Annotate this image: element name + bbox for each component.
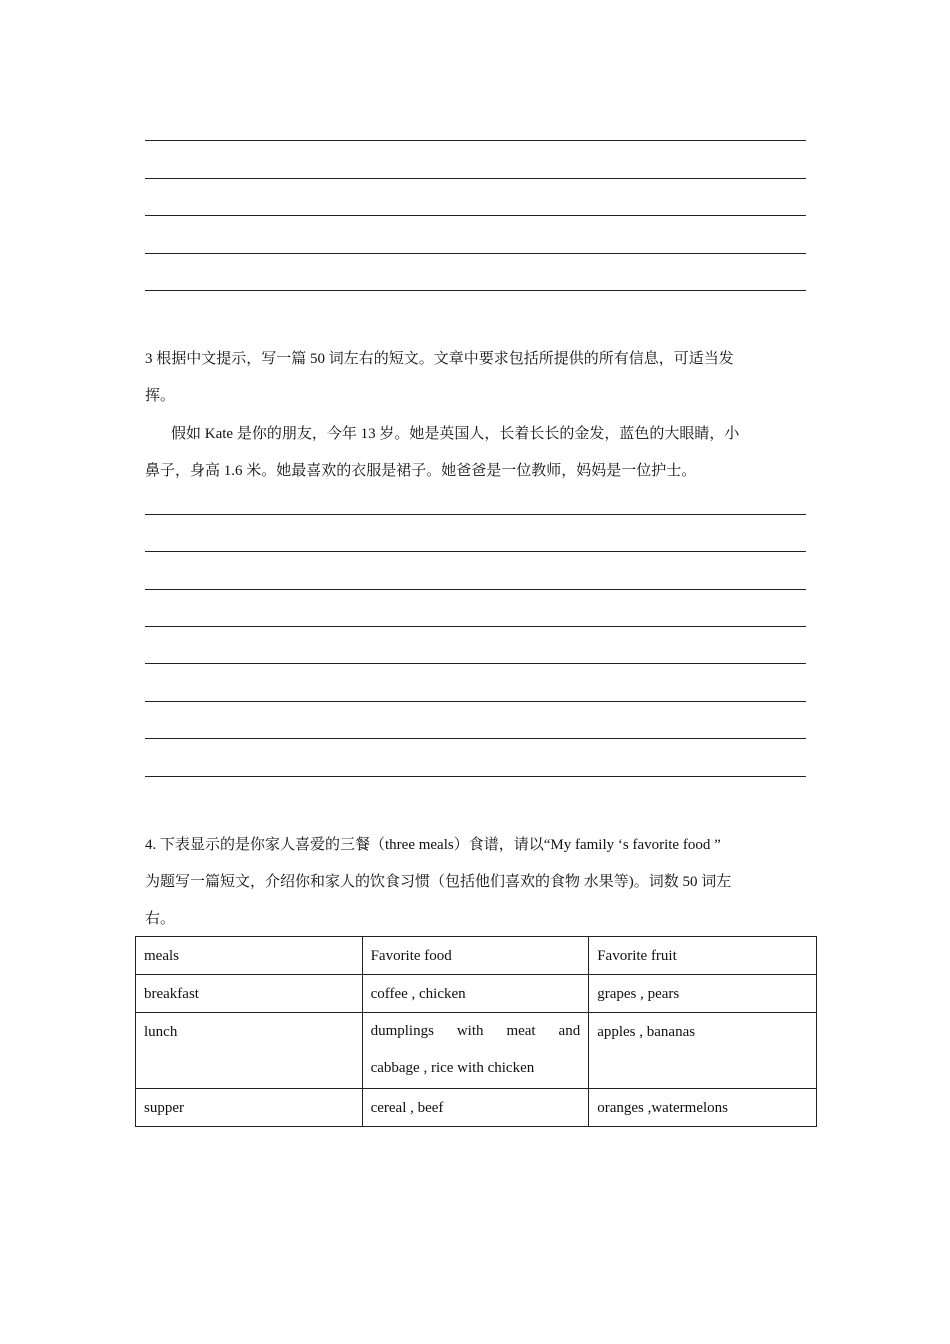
question-4-instruction: 4. 下表显示的是你家人喜爱的三餐（three meals）食谱，请以“My family ‘s favorite food ” <box>145 837 721 853</box>
table-row <box>136 1013 817 1089</box>
question-4-instruction-end: 右。 <box>145 911 176 927</box>
table-cell-fruit: grapes , pears <box>589 975 817 1013</box>
table-cell-meal: lunch <box>136 1013 363 1089</box>
answer-line[interactable] <box>145 514 806 515</box>
answer-line[interactable] <box>145 253 806 254</box>
answer-line[interactable] <box>145 551 806 552</box>
table-cell-meal: supper <box>136 1089 363 1127</box>
answer-line[interactable] <box>145 290 806 291</box>
question-4-instruction-cont: 为题写一篇短文，介绍你和家人的饮食习惯（包括他们喜欢的食物 水果等)。词数 50 词左 <box>145 874 732 890</box>
answer-line[interactable] <box>145 589 806 590</box>
answer-line[interactable] <box>145 626 806 627</box>
table-header-cell: Favorite food <box>362 937 589 975</box>
answer-line[interactable] <box>145 776 806 777</box>
table-cell-food <box>362 1013 589 1089</box>
question-3-prompt-cont: 鼻子，身高 1.6 米。她最喜欢的衣服是裙子。她爸爸是一位教师，妈妈是一位护士。 <box>145 463 697 479</box>
answer-line[interactable] <box>145 663 806 664</box>
table-row <box>136 975 817 1013</box>
answer-line[interactable] <box>145 178 806 179</box>
meals-table <box>135 936 817 1127</box>
table-cell-meal: breakfast <box>136 975 363 1013</box>
question-3-prompt: 假如 Kate 是你的朋友，今年 13 岁。她是英国人，长着长长的金发，蓝色的大眼睛，小 <box>171 426 740 442</box>
table-cell-fruit: oranges ,watermelons <box>589 1089 817 1127</box>
question-3-instruction-cont: 挥。 <box>145 388 176 404</box>
answer-line[interactable] <box>145 140 806 141</box>
answer-line[interactable] <box>145 701 806 702</box>
answer-line[interactable] <box>145 738 806 739</box>
table-header-cell: Favorite fruit <box>589 937 817 975</box>
table-row <box>136 1089 817 1127</box>
table-cell-food: cereal , beef <box>362 1089 589 1127</box>
table-cell-fruit: apples , bananas <box>589 1013 817 1089</box>
table-cell-food-line: cabbage , rice with chicken <box>370 1060 535 1076</box>
question-3-instruction: 3 根据中文提示，写一篇 50 词左右的短文。文章中要求包括所提供的所有信息，可适当发 <box>145 351 734 367</box>
table-cell-food: coffee , chicken <box>362 975 589 1013</box>
table-header-row <box>136 937 817 975</box>
answer-line[interactable] <box>145 215 806 216</box>
table-cell-food-line: dumplings with meat and <box>370 1023 581 1039</box>
table-header-cell: meals <box>136 937 363 975</box>
